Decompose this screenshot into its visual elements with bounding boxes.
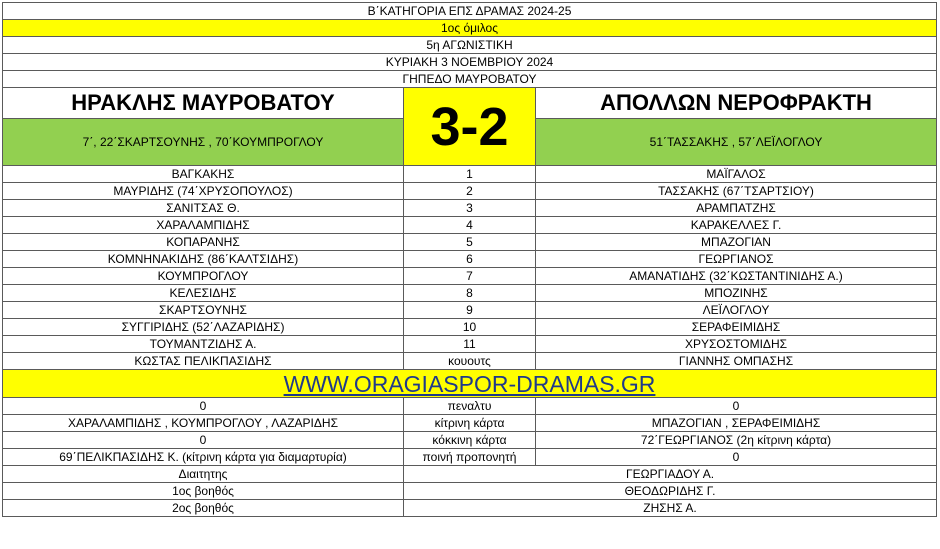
away-player: ΚΑΡΑΚΕΛΛΕΣ Γ. [536,217,937,234]
home-player: ΧΑΡΑΛΑΜΠΙΔΗΣ [3,217,404,234]
official-role: Διαιτητης [3,466,404,483]
stat-label: πεναλτυ [404,398,536,415]
home-scorers: 7΄, 22΄ΣΚΑΡΤΣΟΥΝΗΣ , 70΄ΚΟΥΜΠΡΟΓΛΟΥ [3,119,404,166]
group-label: 1ος όμιλος [3,20,937,37]
official-row [3,466,937,483]
home-player: ΚΕΛΕΣΙΔΗΣ [3,285,404,302]
shirt-number: 4 [404,217,536,234]
shirt-number: 11 [404,336,536,353]
home-stat: ΧΑΡΑΛΑΜΠΙΔΗΣ , ΚΟΥΜΠΡΟΓΛΟΥ , ΛΑΖΑΡΙΔΗΣ [3,415,404,432]
home-team-name: ΗΡΑΚΛΗΣ ΜΑΥΡΟΒΑΤΟΥ [3,88,404,119]
lineup-row [3,319,937,336]
matchday-label: 5η ΑΓΩΝΙΣΤΙΚΗ [3,37,937,54]
lineup-row [3,183,937,200]
shirt-number: 6 [404,251,536,268]
away-stat: 0 [536,398,937,415]
home-player: ΚΟΜΝΗΝΑΚΙΔΗΣ (86΄ΚΑΛΤΣΙΔΗΣ) [3,251,404,268]
home-player: ΣΥΓΓΙΡΙΔΗΣ (52΄ΛΑΖΑΡΙΔΗΣ) [3,319,404,336]
away-player: ΑΡΑΜΠΑΤΖΗΣ [536,200,937,217]
lineup-row [3,166,937,183]
stats-row [3,398,937,415]
official-name: ΖΗΣΗΣ Α. [404,500,937,517]
stat-label: κόκκινη κάρτα [404,432,536,449]
lineup-row [3,200,937,217]
lineup-row [3,234,937,251]
shirt-number: 2 [404,183,536,200]
shirt-number: 3 [404,200,536,217]
home-coach: ΚΩΣΤΑΣ ΠΕΛΙΚΠΑΣΙΔΗΣ [3,353,404,370]
website-banner [3,370,937,398]
stats-row [3,415,937,432]
away-player: ΜΠΟΖΙΝΗΣ [536,285,937,302]
home-player: ΣΚΑΡΤΣΟΥΝΗΣ [3,302,404,319]
category-title: Β΄ΚΑΤΗΓΟΡΙΑ ΕΠΣ ΔΡΑΜΑΣ 2024-25 [3,3,937,20]
coach-row [3,353,937,370]
shirt-number: 10 [404,319,536,336]
final-score: 3-2 [404,88,536,166]
official-name: ΘΕΟΔΩΡΙΔΗΣ Γ. [404,483,937,500]
official-role: 1ος βοηθός [3,483,404,500]
home-player: ΚΟΠΑΡΑΝΗΣ [3,234,404,251]
away-player: ΧΡΥΣΟΣΤΟΜΙΔΗΣ [536,336,937,353]
away-stat: 72΄ΓΕΩΡΓΙΑΝΟΣ (2η κίτρινη κάρτα) [536,432,937,449]
away-scorers: 51΄ΤΑΣΣΑΚΗΣ , 57΄ΛΕΪΛΟΓΛΟΥ [536,119,937,166]
coach-label: κουουτς [404,353,536,370]
match-report-table [2,2,937,517]
stat-label: ποινή προπονητή [404,449,536,466]
home-stat: 0 [3,432,404,449]
away-player: ΑΜΑΝΑΤΙΔΗΣ (32΄ΚΩΣΤΑΝΤΙΝΙΔΗΣ Α.) [536,268,937,285]
away-player: ΜΠΑΖΟΓΙΑΝ [536,234,937,251]
away-coach: ΓΙΑΝΝΗΣ ΟΜΠΑΣΗΣ [536,353,937,370]
away-player: ΤΑΣΣΑΚΗΣ (67΄ΤΣΑΡΤΣΙΟΥ) [536,183,937,200]
lineup-row [3,268,937,285]
shirt-number: 7 [404,268,536,285]
stats-row [3,449,937,466]
lineup-row [3,251,937,268]
official-role: 2ος βοηθός [3,500,404,517]
away-team-name: ΑΠΟΛΛΩΝ ΝΕΡΟΦΡΑΚΤΗ [536,88,937,119]
home-player: ΚΟΥΜΠΡΟΓΛΟΥ [3,268,404,285]
home-player: ΣΑΝΙΤΣΑΣ Θ. [3,200,404,217]
lineup-row [3,336,937,353]
shirt-number: 1 [404,166,536,183]
shirt-number: 5 [404,234,536,251]
official-name: ΓΕΩΡΓΙΑΔΟΥ Α. [404,466,937,483]
shirt-number: 9 [404,302,536,319]
home-stat: 69΄ΠΕΛΙΚΠΑΣΙΔΗΣ Κ. (κίτρινη κάρτα για διαμαρτυρία) [3,449,404,466]
match-date: ΚΥΡΙΑΚΗ 3 ΝΟΕΜΒΡΙΟΥ 2024 [3,54,937,71]
home-stat: 0 [3,398,404,415]
home-player: ΜΑΥΡΙΔΗΣ (74΄ΧΡΥΣΟΠΟΥΛΟΣ) [3,183,404,200]
stadium-label: ΓΗΠΕΔΟ ΜΑΥΡΟΒΑΤΟΥ [3,71,937,88]
away-player: ΣΕΡΑΦΕΙΜΙΔΗΣ [536,319,937,336]
home-player: ΒΑΓΚΑΚΗΣ [3,166,404,183]
official-row [3,483,937,500]
website-link[interactable]: WWW.ORAGIASPOR-DRAMAS.GR [283,370,656,397]
stats-row [3,432,937,449]
home-player: ΤΟΥΜΑΝΤΖΙΔΗΣ Α. [3,336,404,353]
away-player: ΛΕΪΛΟΓΛΟΥ [536,302,937,319]
shirt-number: 8 [404,285,536,302]
away-stat: 0 [536,449,937,466]
match-report-sheet [2,2,936,517]
lineup-row [3,217,937,234]
away-player: ΜΑΪΓΑΛΟΣ [536,166,937,183]
lineup-row [3,302,937,319]
lineup-row [3,285,937,302]
away-stat: ΜΠΑΖΟΓΙΑΝ , ΣΕΡΑΦΕΙΜΙΔΗΣ [536,415,937,432]
official-row [3,500,937,517]
stat-label: κίτρινη κάρτα [404,415,536,432]
away-player: ΓΕΩΡΓΙΑΝΟΣ [536,251,937,268]
